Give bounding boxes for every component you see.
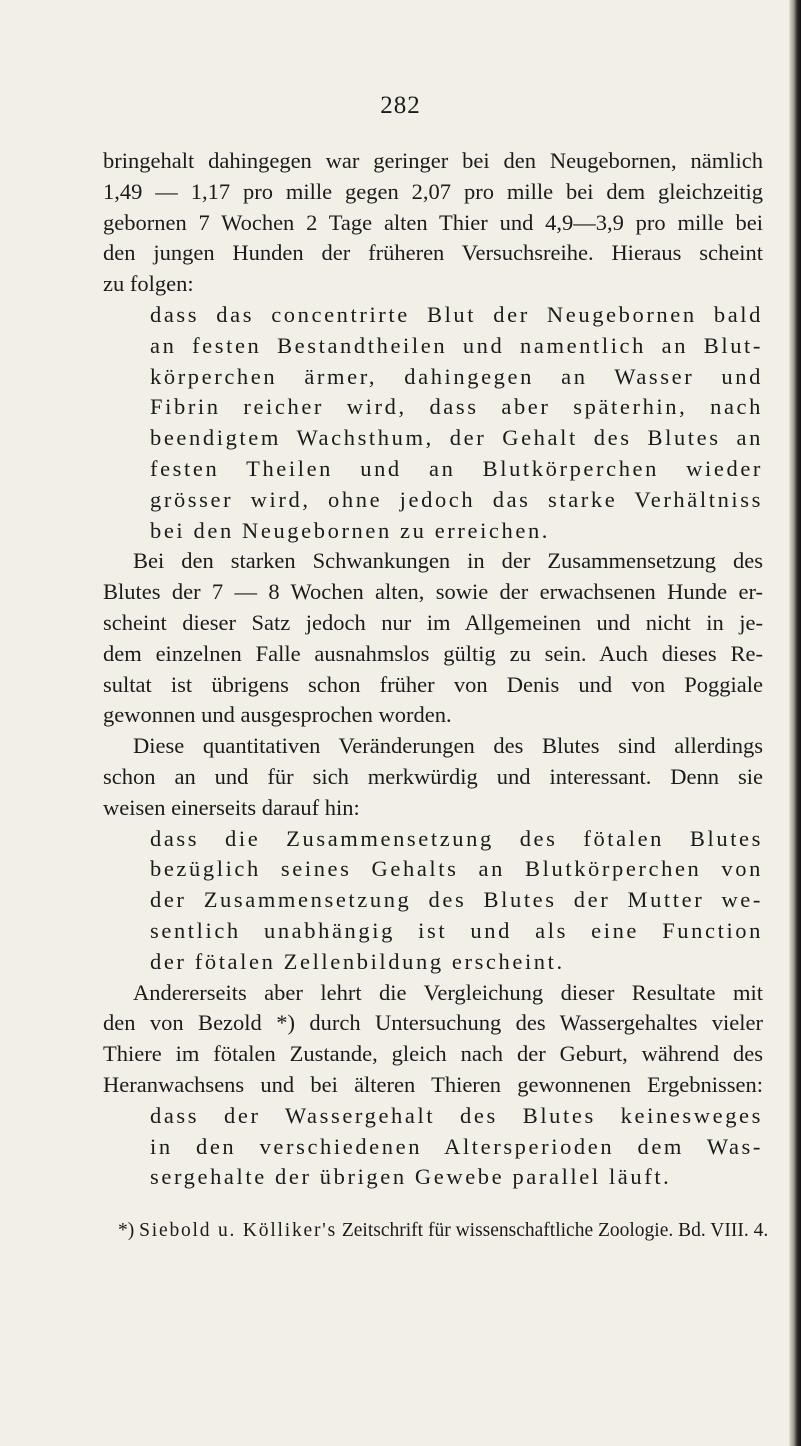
text-line: schon an und für sich merkwürdig und interessant. Denn sie bbox=[103, 763, 763, 789]
text-line: 1,49 — 1,17 pro mille gegen 2,07 pro mille bei dem gleichzeitig bbox=[103, 178, 763, 204]
emphasized-line: körperchen ärmer, dahingegen an Wasser und bbox=[150, 363, 763, 389]
text-line: den jungen Hunden der früheren Versuchsreihe. Hieraus scheint bbox=[103, 240, 763, 266]
emphasized-line: dass das concentrirte Blut der Neugebornen bald bbox=[150, 301, 763, 327]
text-line: Bei den starken Schwankungen in der Zusammensetzung des bbox=[133, 548, 763, 574]
footnote bbox=[118, 1220, 768, 1242]
text-line: sultat ist übrigens schon früher von Denis und von Poggiale bbox=[103, 671, 763, 697]
text-line: zu folgen: bbox=[103, 271, 194, 297]
emphasized-line: an festen Bestandtheilen und namentlich an Blut- bbox=[150, 332, 763, 358]
emphasized-line: dass die Zusammensetzung des fötalen Blutes bbox=[150, 825, 763, 851]
footnote-marker: *) bbox=[118, 1220, 135, 1241]
emphasized-line: sentlich unabhängig ist und als eine Function bbox=[150, 917, 763, 943]
emphasized-line: sergehalte der übrigen Gewebe parallel läuft. bbox=[150, 1164, 672, 1190]
emphasized-line: in den verschiedenen Altersperioden dem Was- bbox=[150, 1133, 763, 1159]
emphasized-line: festen Theilen und an Blutkörperchen wieder bbox=[150, 455, 763, 481]
page-number: 282 bbox=[380, 92, 421, 119]
text-line: Andererseits aber lehrt die Vergleichung dieser Resultate mit bbox=[133, 979, 763, 1005]
text-line: gebornen 7 Wochen 2 Tage alten Thier und 4,9—3,9 pro mille bei bbox=[103, 209, 763, 235]
emphasized-line: dass der Wassergehalt des Blutes keinesweges bbox=[150, 1102, 763, 1128]
footnote-text: Zeitschrift für wissenschaftliche Zoologie. Bd. VIII. 4. bbox=[341, 1220, 769, 1241]
text-line: gewonnen und ausgesprochen worden. bbox=[103, 702, 452, 728]
text-line: Diese quantitativen Veränderungen des Blutes sind allerdings bbox=[133, 733, 763, 759]
text-line: dem einzelnen Falle ausnahmslos gültig zu sein. Auch dieses Re- bbox=[103, 640, 763, 666]
emphasized-line: bei den Neugebornen zu erreichen. bbox=[150, 517, 551, 543]
text-line: scheint dieser Satz jedoch nur im Allgemeinen und nicht in je- bbox=[103, 609, 763, 635]
text-line: weisen einerseits darauf hin: bbox=[103, 794, 360, 820]
emphasized-line: beendigtem Wachsthum, der Gehalt des Blutes an bbox=[150, 425, 763, 451]
page-edge-shadow bbox=[789, 0, 801, 1446]
emphasized-line: der fötalen Zellenbildung erscheint. bbox=[150, 948, 565, 974]
text-line: Heranwachsens und bei älteren Thieren gewonnenen Ergebnissen: bbox=[103, 1071, 763, 1097]
footnote-authors: Siebold u. Kölliker's bbox=[139, 1220, 337, 1241]
emphasized-line: grösser wird, ohne jedoch das starke Verhältniss bbox=[150, 486, 763, 512]
body-text bbox=[103, 146, 763, 1193]
text-line: bringehalt dahingegen war geringer bei den Neugebornen, nämlich bbox=[103, 148, 763, 173]
emphasized-line: der Zusammensetzung des Blutes der Mutter we- bbox=[150, 887, 763, 913]
emphasized-line: bezüglich seines Gehalts an Blutkörperchen von bbox=[150, 856, 763, 882]
emphasized-line: Fibrin reicher wird, dass aber späterhin, nach bbox=[150, 394, 763, 420]
text-line: den von Bezold *) durch Untersuchung des Wassergehaltes vieler bbox=[103, 1010, 763, 1036]
text-line: Thiere im fötalen Zustande, gleich nach der Geburt, während des bbox=[103, 1041, 763, 1067]
text-line: Blutes der 7 — 8 Wochen alten, sowie der erwachsenen Hunde er- bbox=[103, 579, 763, 605]
